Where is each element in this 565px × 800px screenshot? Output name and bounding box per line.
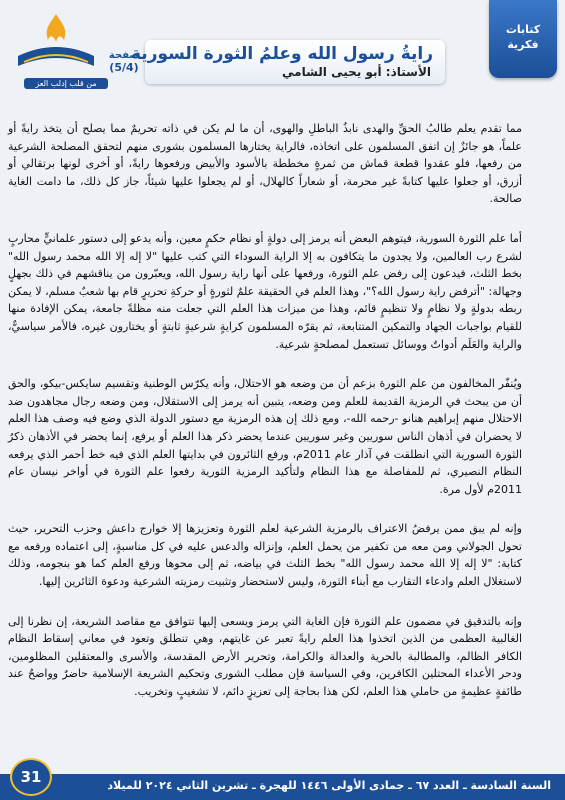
page-footer	[0, 774, 565, 800]
logo-caption: من قلب إدلب العز	[24, 78, 108, 89]
title-bar	[131, 40, 445, 84]
page-label: صفحة	[108, 50, 140, 61]
book-flame-icon	[10, 8, 102, 78]
paragraph: ويُنفّر المخالفون من علم الثورة بزعم أن من وضعه هو الاحتلال، وأنه يكرّس الوطنية وتقسيم سايكس-بيكو، والحق أن من يبحث في الرمزية القديمة للعلم ومن وضعه، يتبين أنه يرمز إلى الاستقلال، ومن وضعه رجال مجاهدون ضد الاحتلال منهم إبراهيم هنانو -رحمه الله-، ومع ذلك إن هذه الرمزية مع دستور الدولة الذي وضع فيه وصف هذا العلم لا يحضران في أذهان الناس سوريين وغير سوريين عندما يحضر ذكر هذا العلم أو يرفع، إنما يحضر في الأذهان ذكرُ الثورة السورية التي انطلقت في آذار عام 2011م، ورفع الثائرون في بدايتها العلم الذي فيه خط أحمر الذي يرفعه النظام النصيري، ثم للمفاصلة مع هذا النظام ولتأكيد الرمزية الثورية رفعوا علم الثورة في أواخر نيسان عام 2011م لأول مرة.	[8, 377, 523, 496]
paragraph: وإنه بالتدقيق في مضمون علم الثورة فإن الغاية التي يرمز ويسعى إليها تتوافق مع مقاصد الشريعة، إن نظرنا إلى الغالبية العظمى من الذين اتخذوا هذا العلم رايةً تعبر عن غايتهم، وهي تنطلق وتعود في معاني إسقاط النظام الكافر الظالم، والمطالبة بالحرية والعدالة والكرامة، وتحرير الأرض المقدسة، والأسرى والمعتقلين المظلومين، ودحر الأعداء المحتلين الكافرين، وفي السياسة فإن مطلب الشورى وتحكيم الشريعة الإسلامية حاضرٌ وواضحٌ عند طائفةٍ عظيمةٍ من حاملي هذا العلم، لكن هذا بحاجة إلى تعزيزٍ دائم، لا تشغيبٍ وتخريب.	[8, 614, 522, 699]
section-label-2: فكرية	[507, 38, 539, 51]
page-header	[0, 0, 565, 100]
article-author: الأستاذ: أبو يحيى الشامي	[282, 65, 431, 79]
page-value: (5/4)	[109, 61, 139, 74]
paragraph: مما تقدم يعلم طالبُ الحقِّ والهدى نابذُ الباطلِ والهوى، أن ما لم يكن في ذاته تحريمٌ مما يصلح أن يتخذ رايةً أو علماً، هو جائزٌ إن اتفق المسلمون على اتخاذه، فالراية يختارها المسلمون بشورى منهم لتحقق المصلحة الشرعية من رفعها، فلو عقدوا قطعة قماش من ثمرةٍ مخططة بالأسود والأبيض ورفعوها رايةً، أو أخرى لونها برتقالي أو أزرق، أو جعلوا عليها كتابةً غير محرمة، أو شعاراً كالهلال، أو لم يجعلوا عليها شيئاً، جاز كل ذلك، ما دامت الغاية صالحة.	[8, 122, 522, 206]
section-label-1: كتابات	[505, 23, 541, 36]
page-number: 31	[10, 758, 52, 796]
paragraph: أما علم الثورة السورية، فيتوهم البعض أنه يرمز إلى دولةٍ أو نظام حكمٍ معين، وأنه يدعو إلى دستور علمانيٍّ محاربٍ لشرع رب العالمين، ولا يجدون ما يتكافون به إلا الراية السوداء التي كتب عليها "لا إله إلا الله محمد رسول الله" بخط الثلث، فيدعون إلى رفض علم الثورة، ورفعها على أنها راية رسول الله، ويعبّرون من يناقشهم في ذلك بجهلٍ وجهالة: "أترفض راية رسول الله؟"، وهذا العلم في الحقيقة علمٌ لثورةٍ أو حركةِ تحريرٍ قام بها شعبٌ مسلم، لا يمكن ربطه بدولةٍ ولا نظامٍ ولا تنظيمٍ قائم، وهذا من ميزات هذا العلم التي جعلت منه مظلةً جامعة، يمكن الإفادة منها للقيام بواجبات الجهاد والتمكين المتتابعة، ثم يقرّه المسلمون كرايةٍ شرعيةٍ ثابتةٍ أو يختارون غيره، فالأمر سياسيٌّ، والراية والعَلَم أدواتٌ ووسائل تستعمل لمصلحةٍ شرعية.	[7, 231, 522, 351]
magazine-logo	[10, 8, 102, 92]
issue-info: السنة السادسة ـ العدد ٦٧ ـ جمادى الأولى ١٤٤٦ للهجرة ـ تشرين الثاني ٢٠٢٤ للميلاد	[107, 779, 551, 792]
article-body	[8, 120, 522, 723]
article-title: رايةُ رسول الله وعلمُ الثورة السورية	[131, 44, 433, 64]
paragraph: وإنه لم يبق ممن يرفضُ الاعتراف بالرمزية الشرعية لعلم الثورة وتعزيزها إلا خوارج داعش وحزب التحرير، حيث تحول الجولاني ومن معه من تكفير من يحمل العلم، وإنزاله والدعس عليه في كل مناسبةٍ، إلى اعتماده ورفعه مع كتابة: "لا إله إلا الله محمد رسول الله" بخط الثلث في بياضه، ثم إلى محوها ورفع العلم كما هو بنجومه، وذلك لاستغلال العلم وادعاء التقارب مع أبناء الثورة، وليس لاستحضار وتثبيت رمزيته الشرعية ودعوة الثائرين إليها.	[8, 522, 522, 589]
section-tab	[489, 0, 557, 78]
